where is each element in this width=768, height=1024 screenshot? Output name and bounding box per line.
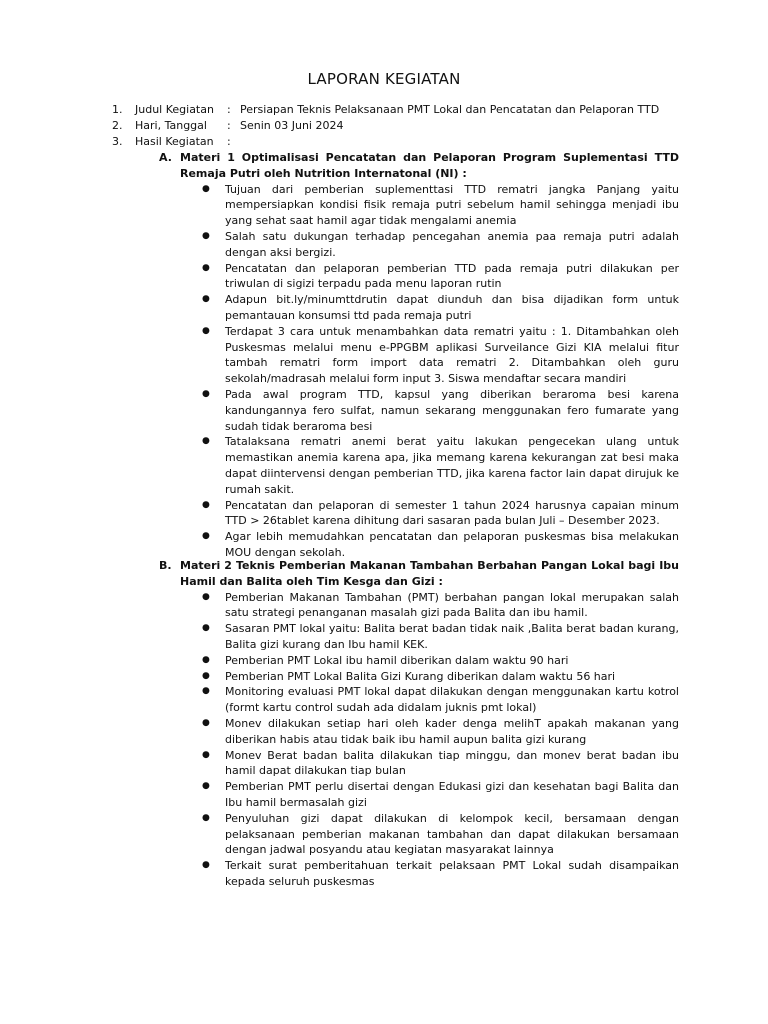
bullet-icon: ● (202, 591, 210, 602)
list-item-text: Monev Berat badan balita dilakukan tiap minggu, dan monev berat badan ibu hamil dapat dilakukan tiap bulan (225, 748, 679, 778)
bullet-icon: ● (202, 686, 210, 697)
bullet-icon: ● (202, 654, 210, 665)
list-item-text: Penyuluhan gizi dapat dilakukan di kelompok kecil, bersamaan dengan pelaksanaan pemberian makanan tambahan dan dapat dilakukan bersamaan dengan jadwal posyandu atau kegiatan masyarakat lainnya (225, 811, 679, 857)
list-item-text: Pemberian PMT Lokal ibu hamil diberikan dalam waktu 90 hari (225, 653, 569, 667)
bullet-list (159, 590, 679, 890)
section-heading (159, 150, 679, 182)
info-colon: : (227, 119, 231, 132)
bullet-icon: ● (202, 183, 210, 194)
bullet-icon: ● (202, 781, 210, 792)
bullet-icon: ● (202, 499, 210, 510)
info-number: 2. (112, 119, 123, 132)
info-number: 3. (112, 135, 123, 148)
info-number: 1. (112, 103, 123, 116)
list-item (202, 434, 679, 497)
section-title: Materi 1 Optimalisasi Pencatatan dan Pelaporan Program Suplementasi TTD Remaja Putri oleh Nutrition Internatonal (NI) : (180, 151, 679, 180)
list-item (202, 324, 679, 387)
list-item-text: Pemberian Makanan Tambahan (PMT) berbahan pangan lokal merupakan salah satu strategi penanganan masalah gizi pada Balita dan ibu hamil. (225, 590, 679, 620)
section-letter: B. (159, 559, 172, 572)
list-item (202, 684, 679, 716)
list-item (202, 182, 679, 229)
info-row-title (112, 102, 692, 118)
list-item (202, 387, 679, 434)
info-label: Hasil Kegiatan (135, 135, 214, 148)
list-item (202, 498, 679, 530)
list-item-text: Salah satu dukungan terhadap pencegahan anemia paa remaja putri adalah dengan aksi bergizi. (225, 229, 679, 259)
bullet-icon: ● (202, 623, 210, 634)
list-item-text: Monev dilakukan setiap hari oleh kader denga melihT apakah makanan yang diberikan habis atau tidak baik ibu hamil aupun balita gizi kurang (225, 716, 679, 746)
info-value: Persiapan Teknis Pelaksanaan PMT Lokal dan Pencatatan dan Pelaporan TTD (240, 103, 660, 116)
section-letter: A. (159, 151, 172, 164)
list-item-text: Monitoring evaluasi PMT lokal dapat dilakukan dengan menggunakan kartu kotrol (formt kartu control sudah ada didalam juknis pmt lokal) (225, 685, 679, 715)
list-item-text: Pencatatan dan pelaporan di semester 1 tahun 2024 harusnya capaian minum TTD > 26tablet karena dihitung dari sasaran pada bulan Juli – Desember 2023. (225, 498, 679, 528)
info-label: Judul Kegiatan (135, 103, 214, 116)
bullet-icon: ● (202, 230, 210, 241)
document-title: LAPORAN KEGIATAN (307, 70, 461, 88)
list-item-text: Terdapat 3 cara untuk menambahkan data rematri yaitu : 1. Ditambahkan oleh Puskesmas melalui menu e-PPGBM aplikasi Surveilance Gizi KIA melalui fitur tambah rematri form import data rematri 2. Ditambahkan oleh guru sekolah/madrasah melalui form input 3. Siswa mendaftar secara mandiri (225, 324, 679, 386)
bullet-icon: ● (202, 670, 210, 681)
list-item-text: Pada awal program TTD, kapsul yang diberikan beraroma besi karena kandungannya fero sulfat, namun sekarang menggunakan fero fumarate yang sudah tidak beraroma besi (225, 387, 679, 433)
list-item-text: Agar lebih memudahkan pencatatan dan pelaporan puskesmas bisa melakukan MOU dengan sekolah. (225, 530, 679, 559)
bullet-icon: ● (202, 749, 210, 760)
list-item (202, 748, 679, 780)
section-a (159, 150, 679, 561)
list-item-text: Tujuan dari pemberian suplementtasi TTD rematri jangka Panjang yaitu mempersiapkan kondisi fisik remaja putri sebelum hamil sehingga menjadi ibu yang sehat saat hamil agar tidak mengalami anemia (225, 182, 679, 228)
info-colon: : (227, 135, 231, 148)
list-item-text: Adapun bit.ly/minumttdrutin dapat diunduh dan bisa dijadikan form untuk pemantauan konsumsi ttd pada remaja putri (225, 293, 679, 322)
section-heading (159, 558, 679, 590)
list-item (202, 811, 679, 858)
list-item-text: Tatalaksana rematri anemi berat yaitu lakukan pengecekan ulang untuk memastikan anemia karena apa, jika memang karena kekurangan zat besi maka dapat diintervensi dengan pemberian TTD, jika karena factor lain dapat dirujuk ke rumah sakit. (225, 435, 679, 496)
list-item (202, 669, 679, 685)
list-item-text: Pencatatan dan pelaporan pemberian TTD pada remaja putri dilakukan per triwulan di sigizi terpadu pada menu laporan rutin (225, 261, 679, 291)
bullet-icon: ● (202, 717, 210, 728)
list-item (202, 229, 679, 261)
bullet-icon: ● (202, 860, 210, 871)
list-item (202, 716, 679, 748)
info-list (112, 102, 692, 150)
section-b (159, 558, 679, 890)
list-item (202, 621, 679, 653)
bullet-icon: ● (202, 812, 210, 823)
bullet-icon: ● (202, 436, 210, 447)
info-value: Senin 03 Juni 2024 (240, 119, 344, 132)
info-value (240, 134, 692, 150)
list-item (202, 529, 679, 561)
list-item (202, 261, 679, 293)
list-item-text: Sasaran PMT lokal yaitu: Balita berat badan tidak naik ,Balita berat badan kurang, Balita gizi kurang dan Ibu hamil KEK. (225, 622, 679, 651)
bullet-icon: ● (202, 388, 210, 399)
list-item-text: Terkait surat pemberitahuan terkait pelaksaan PMT Lokal sudah disampaikan kepada seluruh puskesmas (225, 859, 679, 888)
bullet-icon: ● (202, 531, 210, 542)
list-item-text: Pemberian PMT Lokal Balita Gizi Kurang diberikan dalam waktu 56 hari (225, 669, 616, 683)
section-title: Materi 2 Teknis Pemberian Makanan Tambahan Berbahan Pangan Lokal bagi Ibu Hamil dan Balita oleh Tim Kesga dan Gizi : (180, 559, 679, 588)
list-item (202, 653, 679, 669)
info-colon: : (227, 103, 231, 116)
list-item (202, 779, 679, 811)
bullet-icon: ● (202, 262, 210, 273)
bullet-icon: ● (202, 325, 210, 336)
list-item (202, 292, 679, 324)
info-row-date (112, 118, 692, 134)
bullet-list (159, 182, 679, 561)
bullet-icon: ● (202, 294, 210, 305)
info-row-result (112, 134, 692, 150)
list-item (202, 858, 679, 890)
list-item-text: Pemberian PMT perlu disertai dengan Edukasi gizi dan kesehatan bagi Balita dan Ibu hamil bermasalah gizi (225, 780, 679, 809)
info-label: Hari, Tanggal (135, 119, 207, 132)
list-item (202, 590, 679, 622)
